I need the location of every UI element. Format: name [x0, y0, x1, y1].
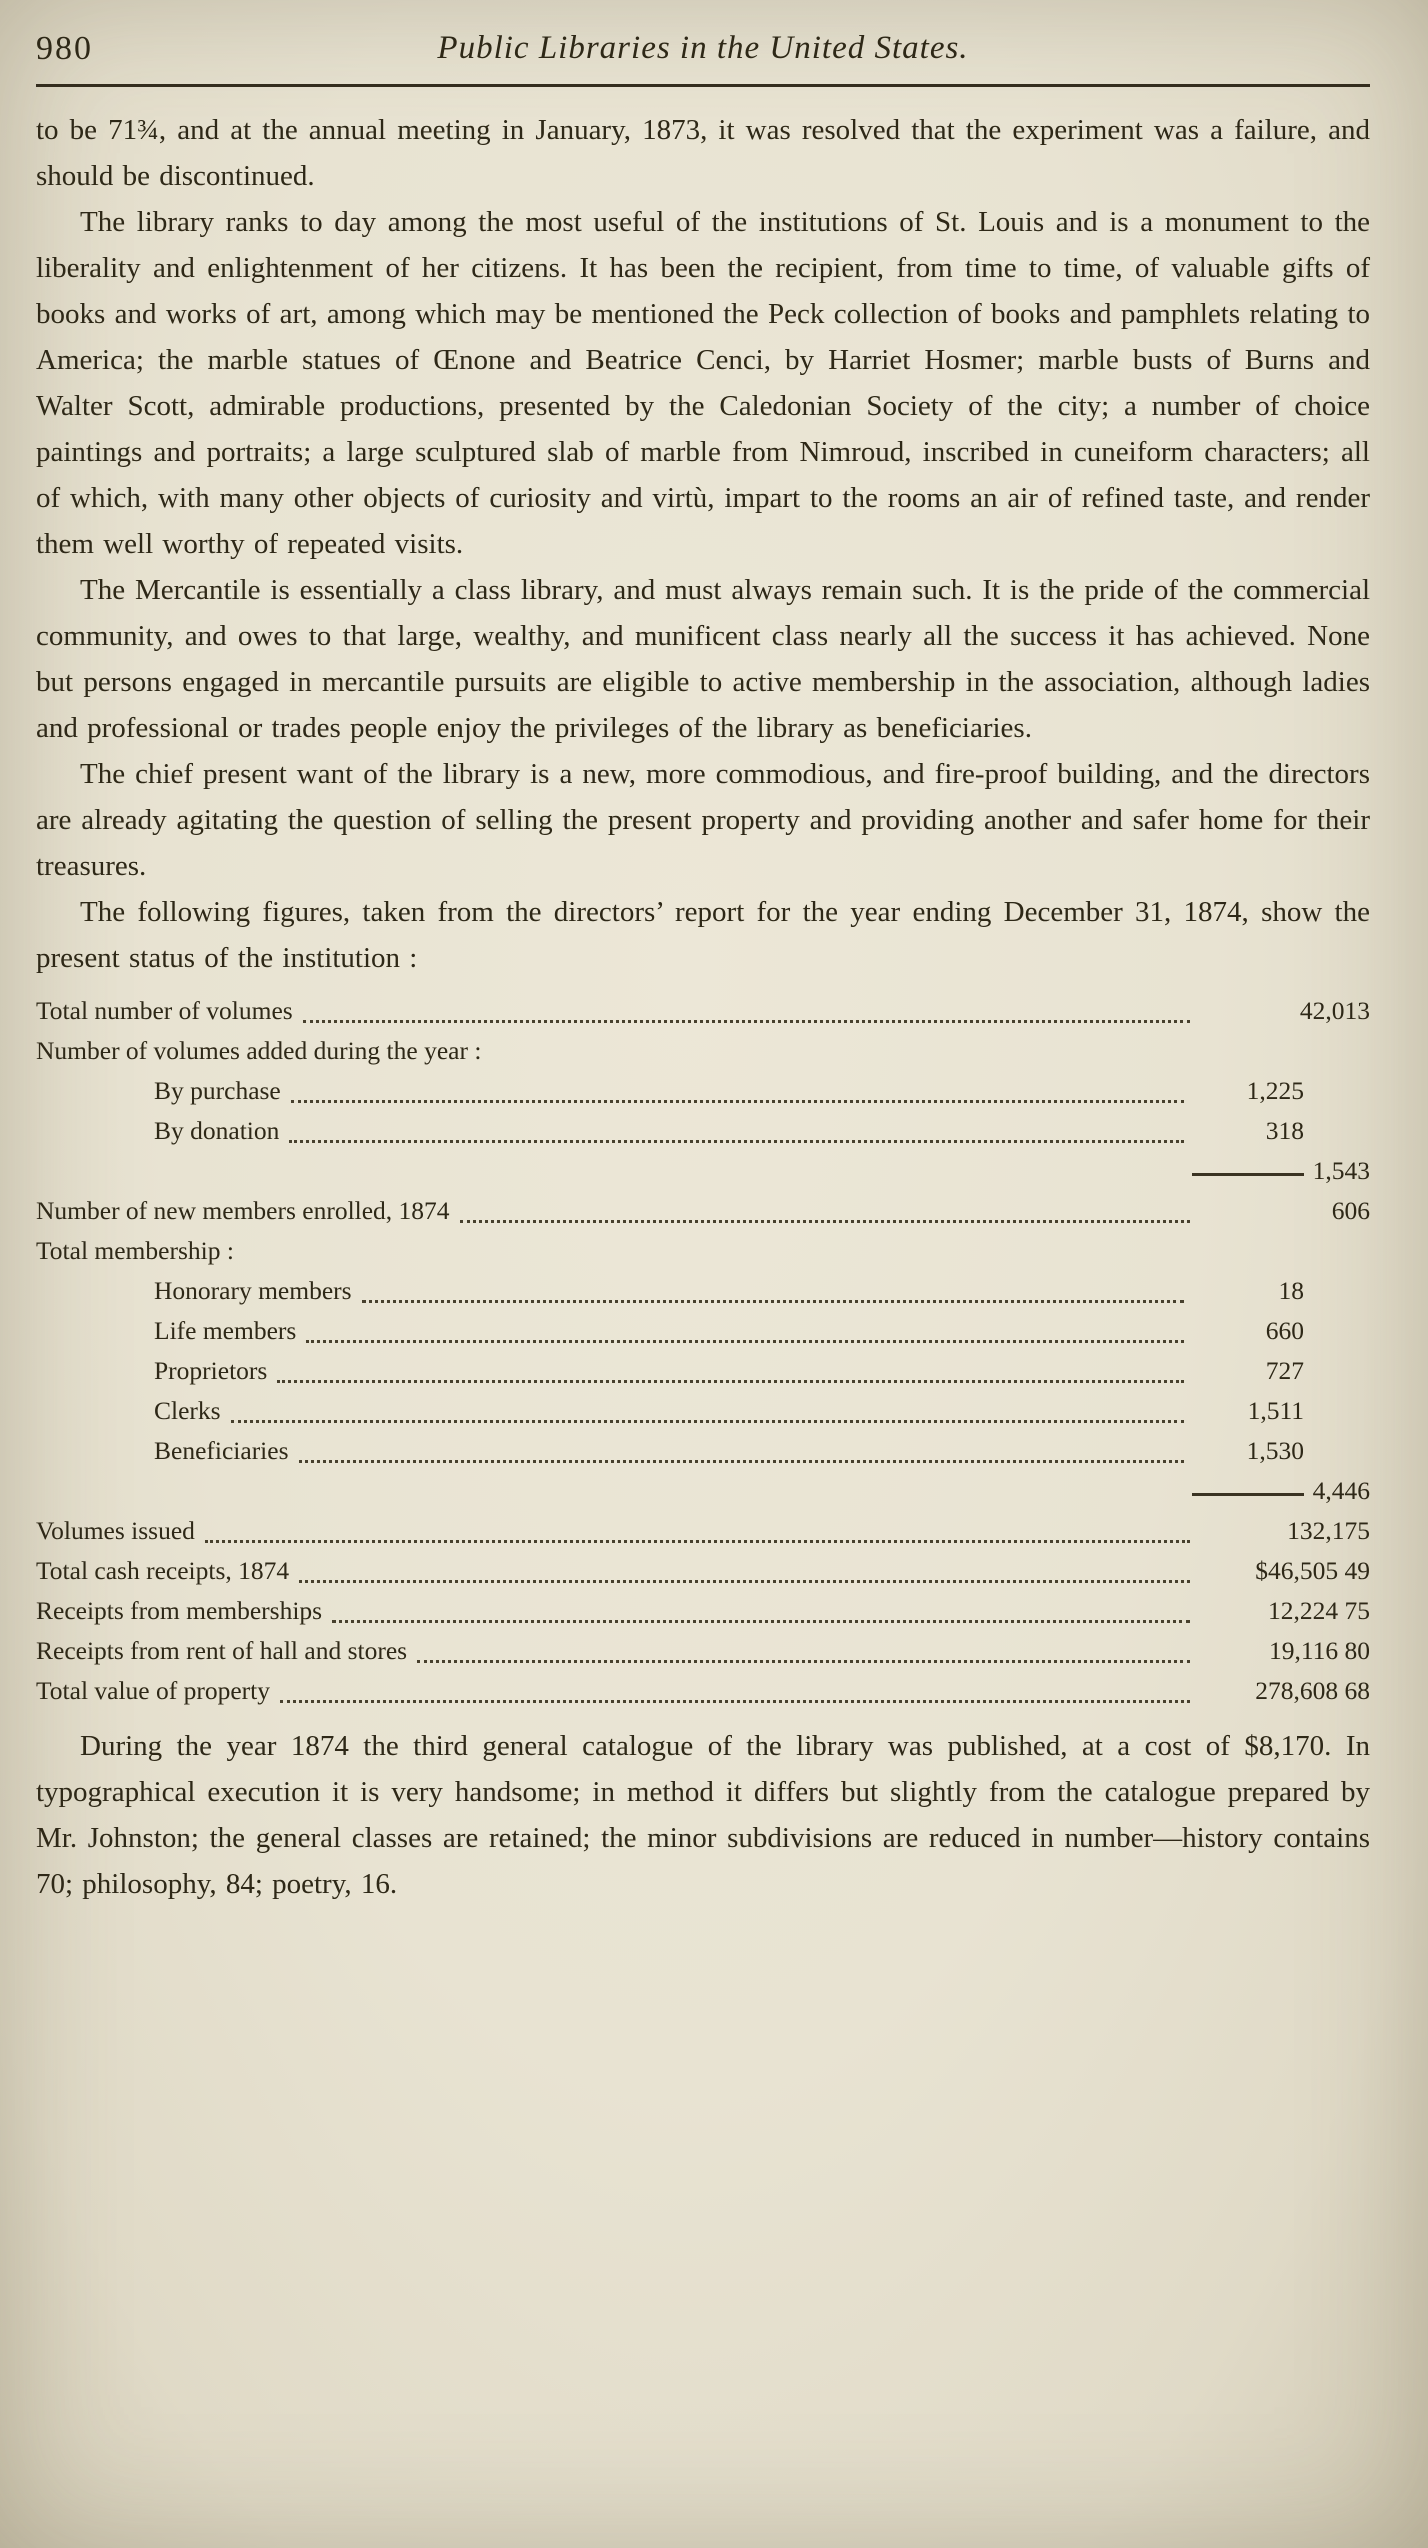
table-row [36, 1391, 1370, 1431]
row-label: Total value of property [36, 1676, 271, 1705]
row-value: 727 [1265, 1356, 1304, 1385]
paragraph: The chief present want of the library is a new, more commodious, and fire-proof building, and the directors are already agitating the question of selling the present property and providing another and safer home for their treasures. [36, 758, 1370, 882]
dot-leader [417, 1660, 1190, 1663]
table-row [36, 1071, 1370, 1111]
row-label: Total membership : [36, 1236, 234, 1265]
row-label: Honorary members [154, 1276, 352, 1305]
dot-leader [280, 1700, 1190, 1703]
dot-leader [277, 1380, 1184, 1383]
dot-leader [362, 1300, 1184, 1303]
closing-paragraphs [36, 1723, 1370, 1907]
dot-leader [299, 1580, 1190, 1583]
subtotal-row [36, 1151, 1370, 1191]
dot-leader [332, 1620, 1190, 1623]
subtotal-row [36, 1471, 1370, 1511]
row-value: 1,530 [1246, 1436, 1304, 1465]
row-label: By purchase [154, 1076, 281, 1105]
table-row [36, 1031, 1370, 1071]
dot-leader [205, 1540, 1190, 1543]
table-row [36, 1311, 1370, 1351]
subtotal-value: 1,543 [1312, 1156, 1370, 1185]
row-value: 18 [1278, 1276, 1304, 1305]
row-label: Receipts from rent of hall and stores [36, 1636, 408, 1665]
row-label: By donation [154, 1116, 280, 1145]
page-header [36, 30, 1370, 82]
paragraph: During the year 1874 the third general catalogue of the library was published, at a cost of $8,170. In typographical execution it is very handsome; in method it differs but slightly from the catalogue prepared by Mr. Johnston; the general classes are retained; the minor subdivisions are reduced in number—history contains 70; philosophy, 84; poetry, 16. [36, 1730, 1370, 1900]
table-row [36, 1351, 1370, 1391]
dot-leader [289, 1140, 1184, 1143]
row-label: Receipts from memberships [36, 1596, 323, 1625]
running-title: Public Libraries in the United States. [437, 30, 969, 66]
row-label: Proprietors [154, 1356, 268, 1385]
row-value: $46,505 49 [1255, 1556, 1370, 1585]
table-row [36, 1511, 1370, 1551]
row-value: 42,013 [1299, 996, 1370, 1025]
subtotal-rule [1192, 1493, 1304, 1496]
row-value: 318 [1265, 1116, 1304, 1145]
table-row [36, 1551, 1370, 1591]
row-value: 19,116 80 [1268, 1636, 1370, 1665]
row-label: Number of volumes added during the year : [36, 1036, 482, 1065]
dot-leader [299, 1460, 1184, 1463]
row-value: 132,175 [1287, 1516, 1370, 1545]
subtotal-rule [1192, 1173, 1304, 1176]
row-label: Total number of volumes [36, 996, 293, 1025]
row-label: Clerks [154, 1396, 221, 1425]
table-row [36, 1671, 1370, 1711]
table-row [36, 1431, 1370, 1471]
row-value: 660 [1265, 1316, 1304, 1345]
row-label: Total cash receipts, 1874 [36, 1556, 290, 1585]
table-row [36, 991, 1370, 1031]
paragraph: The Mercantile is essentially a class library, and must always remain such. It is the pride of the commercial community, and owes to that large, wealthy, and munificent class nearly all the success it has achieved. None but persons engaged in mercantile pursuits are eligible to active membership in the association, although ladies and professional or trades people enjoy the privileges of the library as beneficiaries. [36, 574, 1370, 744]
header-rule [36, 84, 1370, 87]
table-row [36, 1591, 1370, 1631]
row-label: Volumes issued [36, 1516, 195, 1545]
body-paragraphs [36, 107, 1370, 981]
table-row [36, 1191, 1370, 1231]
dot-leader [460, 1220, 1190, 1223]
dot-leader [306, 1340, 1184, 1343]
table-row [36, 1271, 1370, 1311]
row-value: 1,225 [1246, 1076, 1304, 1105]
row-value: 1,511 [1247, 1396, 1304, 1425]
paragraph: The library ranks to day among the most useful of the institutions of St. Louis and is a monument to the liberality and enlightenment of her citizens. It has been the recipient, from time to time, of valuable gifts of books and works of art, among which may be mentioned the Peck collection of books and pamphlets relating to America; the marble statues of Œnone and Beatrice Cenci, by Harriet Hosmer; marble busts of Burns and Walter Scott, admirable productions, presented by the Caledonian Society of the city; a number of choice paintings and portraits; a large sculptured slab of marble from Nimroud, inscribed in cuneiform characters; all of which, with many other objects of curiosity and virtù, impart to the rooms an air of refined taste, and render them well worthy of repeated visits. [36, 206, 1370, 560]
dot-leader [291, 1100, 1184, 1103]
dot-leader [303, 1020, 1190, 1023]
statistics-table [36, 991, 1370, 1711]
paragraph: to be 71¾, and at the annual meeting in January, 1873, it was resolved that the experiment was a failure, and should be discontinued. [36, 114, 1370, 192]
dot-leader [231, 1420, 1184, 1423]
paragraph: The following figures, taken from the directors’ report for the year ending December 31, 1874, show the present status of the institution : [36, 896, 1370, 974]
row-value: 606 [1331, 1196, 1370, 1225]
subtotal-value: 4,446 [1312, 1476, 1370, 1505]
row-value: 12,224 75 [1268, 1596, 1370, 1625]
table-row [36, 1231, 1370, 1271]
row-label: Beneficiaries [154, 1436, 289, 1465]
row-value: 278,608 68 [1255, 1676, 1370, 1705]
table-row [36, 1631, 1370, 1671]
table-row [36, 1111, 1370, 1151]
page-number: 980 [36, 30, 93, 67]
row-label: Number of new members enrolled, 1874 [36, 1196, 450, 1225]
row-label: Life members [154, 1316, 297, 1345]
